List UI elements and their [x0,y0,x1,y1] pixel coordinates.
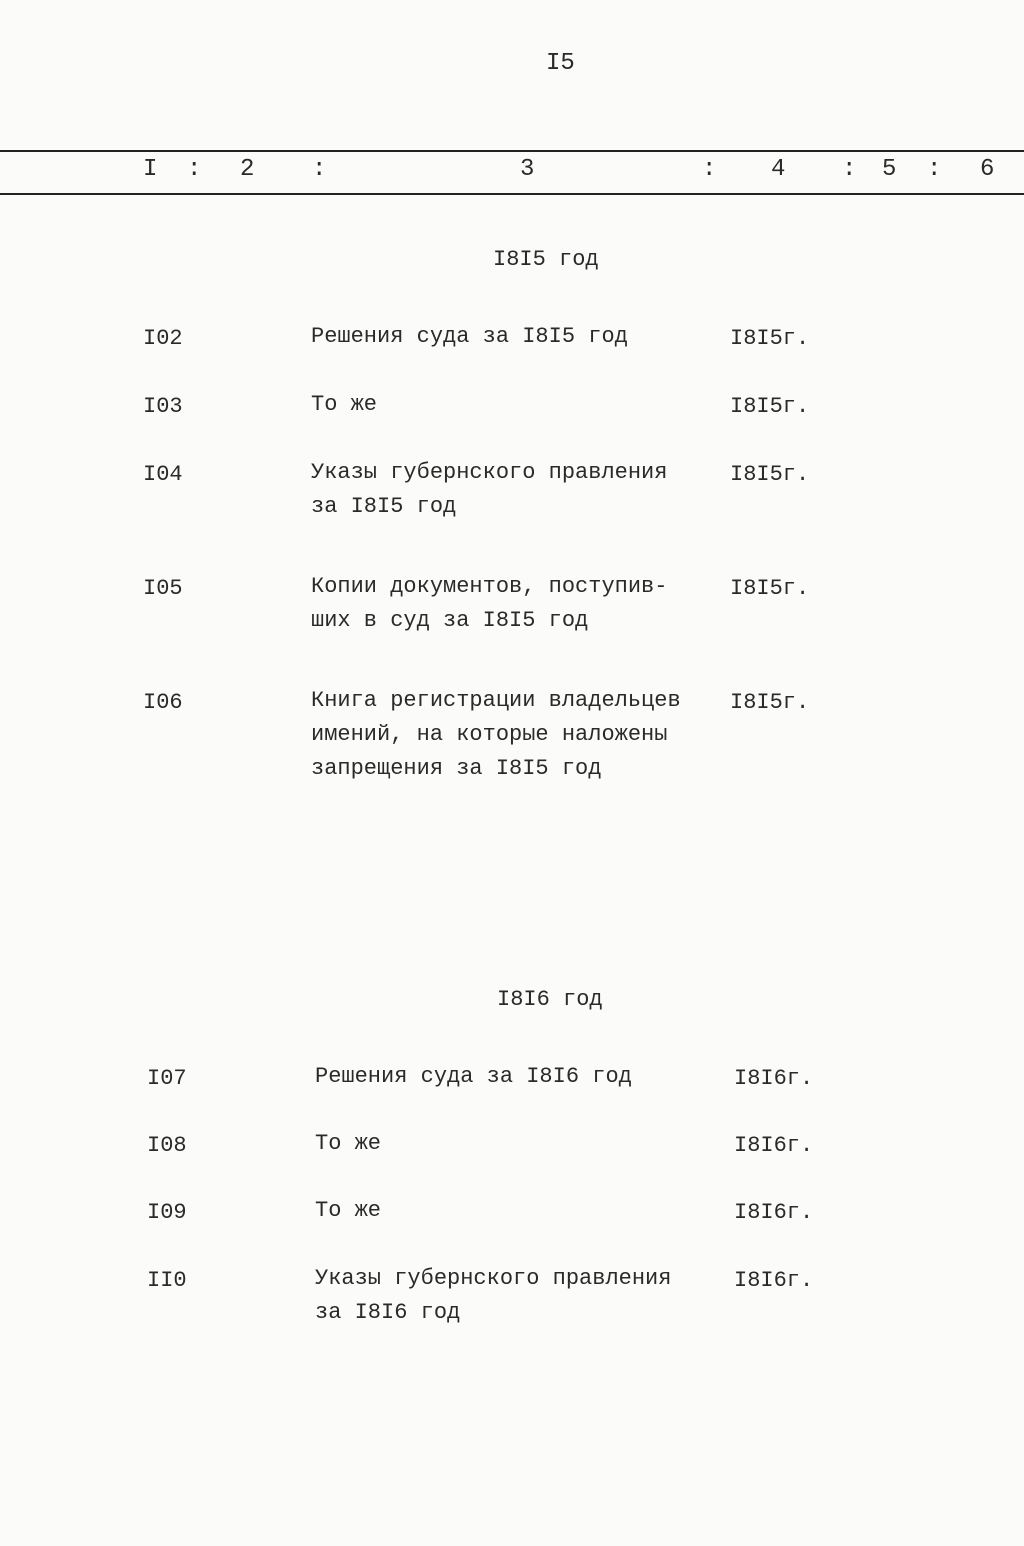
header-bottom-rule [0,193,1024,195]
item-date: I8I6г. [734,1268,814,1293]
page-number: I5 [546,50,575,77]
item-description: Решения суда за I8I6 год [315,1064,632,1089]
item-number: I05 [143,576,183,601]
item-description: Решения суда за I8I5 год [311,324,628,349]
col-1: I [143,156,158,183]
year-heading: I8I5 год [493,247,599,272]
item-number: I04 [143,462,183,487]
header-top-rule [0,150,1024,152]
item-number: I07 [147,1066,187,1091]
col-5: 5 [882,156,897,183]
col-3: 3 [520,156,535,183]
item-number: I06 [143,690,183,715]
item-date: I8I5г. [730,326,810,351]
item-description: То же [311,392,378,417]
item-date: I8I6г. [734,1066,814,1091]
item-date: I8I6г. [734,1133,814,1158]
item-date: I8I6г. [734,1200,814,1225]
item-description: То же [315,1131,382,1156]
item-number: I02 [143,326,183,351]
col-sep: : [927,156,942,183]
col-2: 2 [240,156,255,183]
item-description: Книга регистрации владельцев имений, на которые наложены запрещения за I8I5 год [311,688,681,781]
item-description: То же [315,1198,382,1223]
col-sep: : [702,156,717,183]
item-date: I8I5г. [730,576,810,601]
item-description: Указы губернского правления за I8I6 год [315,1266,672,1325]
year-heading: I8I6 год [497,987,603,1012]
col-sep: : [842,156,857,183]
item-description: Указы губернского правления за I8I5 год [311,460,668,519]
item-description: Копии документов, поступив- ших в суд за I8I5 год [311,574,668,633]
item-number: I09 [147,1200,187,1225]
item-date: I8I5г. [730,394,810,419]
item-number: I08 [147,1133,187,1158]
item-number: I03 [143,394,183,419]
col-6: 6 [980,156,995,183]
item-number: II0 [147,1268,187,1293]
col-sep: : [187,156,202,183]
col-4: 4 [771,156,786,183]
item-date: I8I5г. [730,690,810,715]
item-date: I8I5г. [730,462,810,487]
col-sep: : [312,156,327,183]
